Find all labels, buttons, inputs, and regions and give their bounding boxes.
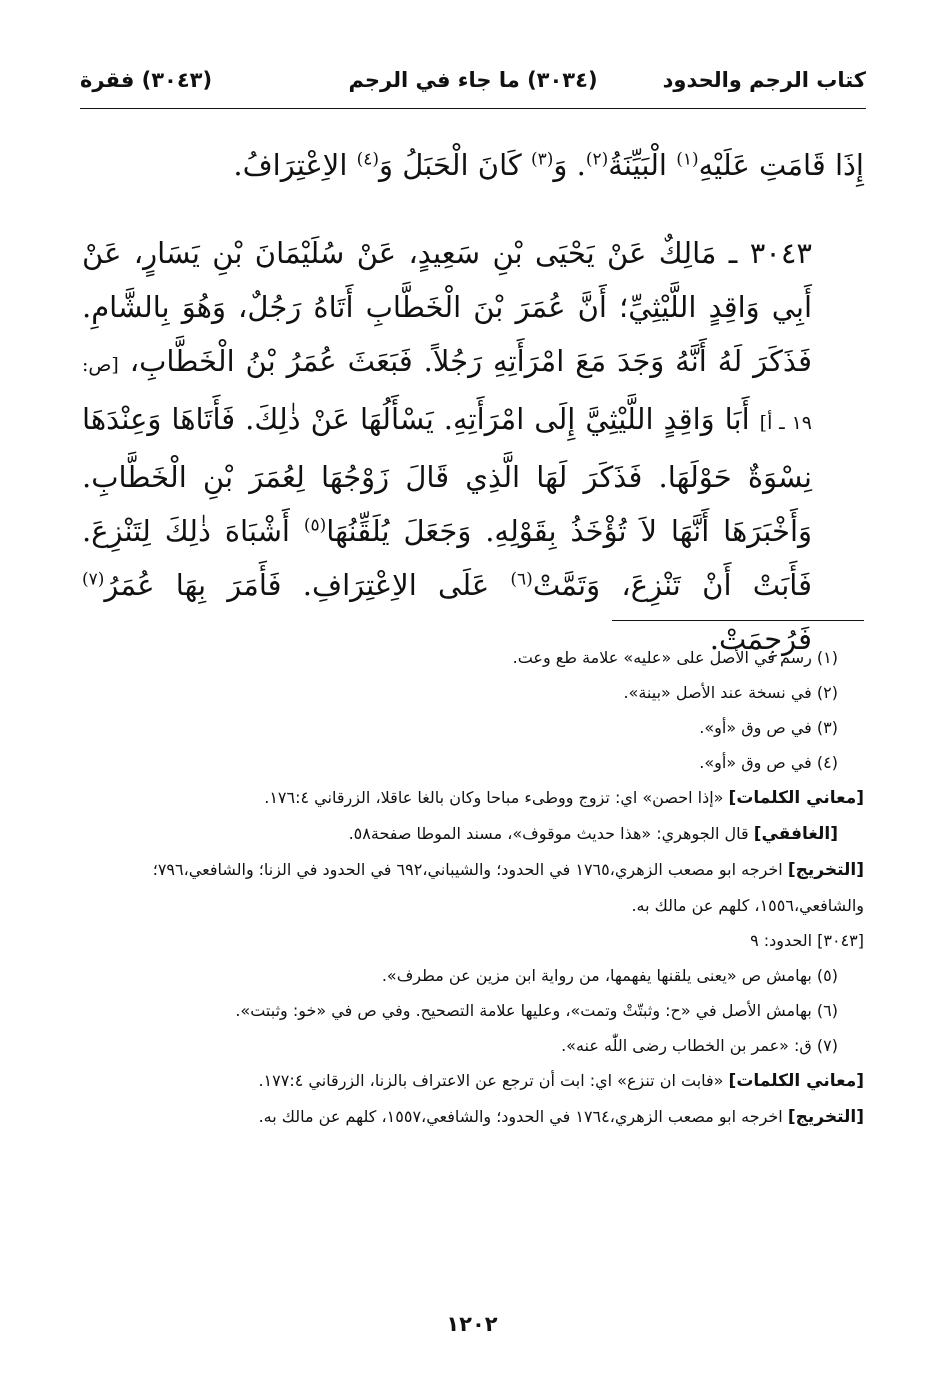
note-text: قال الجوهري: «هذا حديث موقوف»، مسند الموطا صفحة٥٨. (348, 824, 754, 843)
main-text (82, 138, 864, 666)
note-tag: [معاني الكلمات] (728, 1071, 864, 1091)
main-text-run: الْبَيِّنَةُ (608, 148, 677, 182)
footnote-4: (٤) في ص وق «أو». (699, 753, 838, 772)
header-chapter-title: (٣٠٣٤) ما جاء في الرجم (348, 68, 598, 92)
footnote-2: (٢) في نسخة عند الأصل «بينة». (623, 683, 838, 702)
continuation-paragraph (82, 138, 864, 192)
manuscript-page-ref: [ص: ١٩ ـ أ] (82, 354, 812, 434)
note-tag: [معاني الكلمات] (728, 788, 864, 808)
main-text-run: إِذَا قَامَتِ عَلَيْهِ (698, 148, 864, 182)
footnote-marker: (٣) (530, 149, 554, 170)
header-paragraph-number: (٣٠٤٣) فقرة (80, 68, 213, 92)
footnote-marker: (٦) (510, 569, 533, 590)
main-text-run: . وَ (553, 148, 586, 182)
footnote-5: (٥) بهامش ص «يعنى يلقنها يفهمها، من رواية ابن مزين عن مطرف». (381, 966, 838, 985)
hadith-paragraph (82, 226, 864, 666)
footnote-marker: (٧) (82, 569, 105, 590)
main-text-run: فَرُجِمَتْ. (709, 622, 812, 656)
main-text-run: أَبَا وَاقِدٍ اللَّيْثِيَّ إِلَى امْرَأَتِهِ. يَسْأَلُهَا عَنْ ذٰلِكَ. فَأَتَاهَا وَعِنْدَهَا نِسْوَةٌ حَوْلَهَا. فَذَكَرَ لَهَا الَّذِي قَالَ زَوْجُهَا لِعُمَرَ بْنِ الْخَطَّابِ. وَأَخْبَرَهَا أَنَّهَا لاَ تُؤْخَذُ بِقَوْلِهِ. وَجَعَلَ يُلَقِّنُهَا (82, 402, 813, 548)
footnote-marker: (٤) (356, 149, 380, 170)
note-text: اخرجه ابو مصعب الزهري،١٧٦٥ في الحدود؛ والشيباني،٦٩٢ في الحدود في الزنا؛ والشافعي،٧٩٦؛ والشافعي،١٥٥٦، كلهم عن مالك به. (152, 860, 864, 915)
note-tag: [التخريج] (787, 860, 864, 880)
note-text: اخرجه ابو مصعب الزهري،١٧٦٤ في الحدود؛ والشافعي،١٥٥٧، كلهم عن مالك به. (258, 1107, 788, 1126)
note-ghafiqi (82, 816, 864, 852)
footnote-marker: (٥) (303, 515, 327, 536)
note-word-meanings (82, 1063, 864, 1099)
main-text-run: الاِعْتِرَافُ. (233, 148, 357, 182)
footnote-3: (٣) في ص وق «أو». (699, 718, 838, 737)
footnote-marker: (٢) (585, 149, 609, 170)
header-book-title: كتاب الرجم والحدود (662, 68, 866, 92)
note-takhrij (82, 852, 864, 923)
footnote-divider (612, 620, 864, 621)
footnote-6: (٦) بهامش الأصل في «ح: وثبتّتْ وتمت»، وعليها علامة التصحيح. وفي ص في «خو: وثبتت». (235, 1001, 838, 1020)
main-text-run: كَانَ الْحَبَلُ وَ (379, 148, 531, 182)
footnote-7: (٧) ق: «عمر بن الخطاب رضى اللّٰه عنه». (561, 1036, 838, 1055)
main-text-run: ٣٠٤٣ ـ مَالِكٌ عَنْ يَحْيَى بْنِ سَعِيدٍ، عَنْ سُلَيْمَانَ بْنِ يَسَارٍ، عَنْ أَبِي وَاقِدٍ اللَّيْثِيِّ؛ أَنَّ عُمَرَ بْنَ الْخَطَّابِ أَتَاهُ رَجُلٌ، وَهُوَ بِالشَّامِ. فَذَكَرَ لَهُ أَنَّهُ وَجَدَ مَعَ امْرَأَتِهِ رَجُلاً. فَبَعَثَ عُمَرُ بْنُ الْخَطَّابِ، (82, 236, 813, 378)
note-text: «فابت ان تنزع» اي: ابت أن ترجع عن الاعتراف بالزنا، الزرقاني ١٧٧:٤. (258, 1071, 729, 1090)
page-number: ١٢٠٢ (446, 1312, 498, 1336)
header-divider (80, 108, 866, 109)
footnote-1: (١) رسم في الأصل على «عليه» علامة طع وعت. (512, 648, 838, 667)
note-takhrij (82, 1099, 864, 1135)
note-tag: [الغافقي] (753, 824, 838, 844)
note-text: «إذا احصن» اي: تزوج ووطىء مباحا وكان بالغا عاقلا، الزرقاني ١٧٦:٤. (264, 788, 729, 807)
footnote-marker: (١) (676, 149, 699, 170)
running-header (80, 62, 866, 102)
main-text-run: أَشْبَاهَ ذٰلِكَ لِتَنْزِعَ. فَأَبَتْ أَنْ تَنْزِعَ، وَتَمَّتْ (82, 514, 813, 602)
note-tag: [التخريج] (787, 1107, 864, 1127)
note-cross-reference: [٣٠٤٣] الحدود: ٩ (750, 931, 864, 950)
main-text-run: عَلَى الاِعْتِرَافِ. فَأَمَرَ بِهَا عُمَرُ (104, 568, 511, 602)
footnotes (82, 640, 864, 1135)
note-word-meanings (82, 780, 864, 816)
